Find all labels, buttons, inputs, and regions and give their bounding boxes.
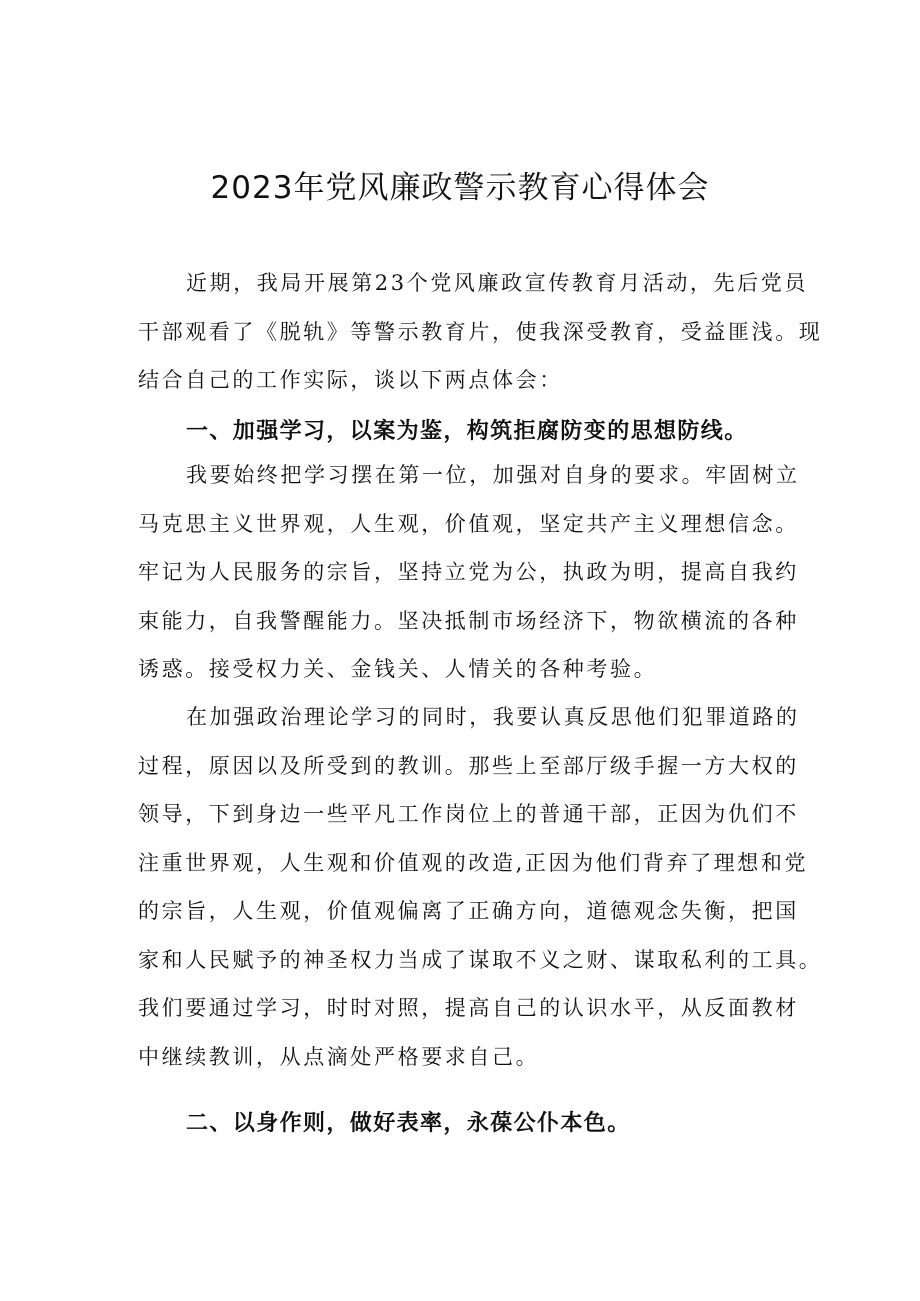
- section-heading-1: 一、加强学习，以案为鉴，构筑拒腐防变的思想防线。: [186, 419, 748, 444]
- reflection-paragraph: [138, 693, 823, 1081]
- paragraph-line: 的宗旨，人生观，价值观偏离了正确方向，道德观念失衡，把国: [138, 899, 799, 923]
- paragraph-line: 我们要通过学习，时时对照，提高自己的认识水平，从反面教材: [138, 996, 799, 1020]
- paragraph-line: 领导，下到身边一些平凡工作岗位上的普通干部，正因为仇们不: [138, 802, 799, 826]
- paragraph-line: 近期，我局开展第23个党风廉政宣传教育月活动，先后党员: [186, 271, 808, 295]
- document-title: 2023年党风廉政警示教育心得体会: [210, 170, 710, 206]
- section-heading-2: 二、以身作则，做好表率，永葆公仆本色。: [186, 1111, 631, 1136]
- paragraph-line: 过程，原因以及所受到的教训。那些上至部厅级手握一方大权的: [138, 753, 799, 778]
- study-paragraph: [138, 451, 814, 694]
- paragraph-line: 注重世界观，人生观和价值观的改造,正因为他们背弃了理想和党: [138, 850, 809, 875]
- paragraph-line: 中继续教训，从点滴处严格要求自己。: [138, 1044, 540, 1069]
- paragraph-line: 家和人民赋予的神圣权力当成了谋取不义之财、谋取私利的工具。: [138, 947, 823, 972]
- paragraph-line: 马克思主义世界观，人生观，价值观，坚定共产主义理想信念。: [138, 511, 799, 536]
- paragraph-line: 结合自己的工作实际，谈以下两点体会：: [138, 368, 563, 392]
- intro-paragraph: [138, 259, 823, 405]
- paragraph-line: 束能力，自我警醒能力。坚决抵制市场经济下，物欲横流的各种: [138, 608, 799, 633]
- paragraph-line: 牢记为人民服务的宗旨，坚持立党为公，执政为明，提高自我约: [138, 560, 799, 584]
- paragraph-line: 干部观看了《脱轨》等警示教育片，使我深受教育，受益匪浅。现: [138, 319, 823, 344]
- paragraph-line: 诱惑。接受权力关、金钱关、人情关的各种考验。: [138, 657, 658, 681]
- paragraph-line: 我要始终把学习摆在第一位，加强对自身的要求。牢固树立: [186, 463, 800, 487]
- paragraph-line: 在加强政治理论学习的同时，我要认真反思他们犯罪道路的: [186, 705, 800, 729]
